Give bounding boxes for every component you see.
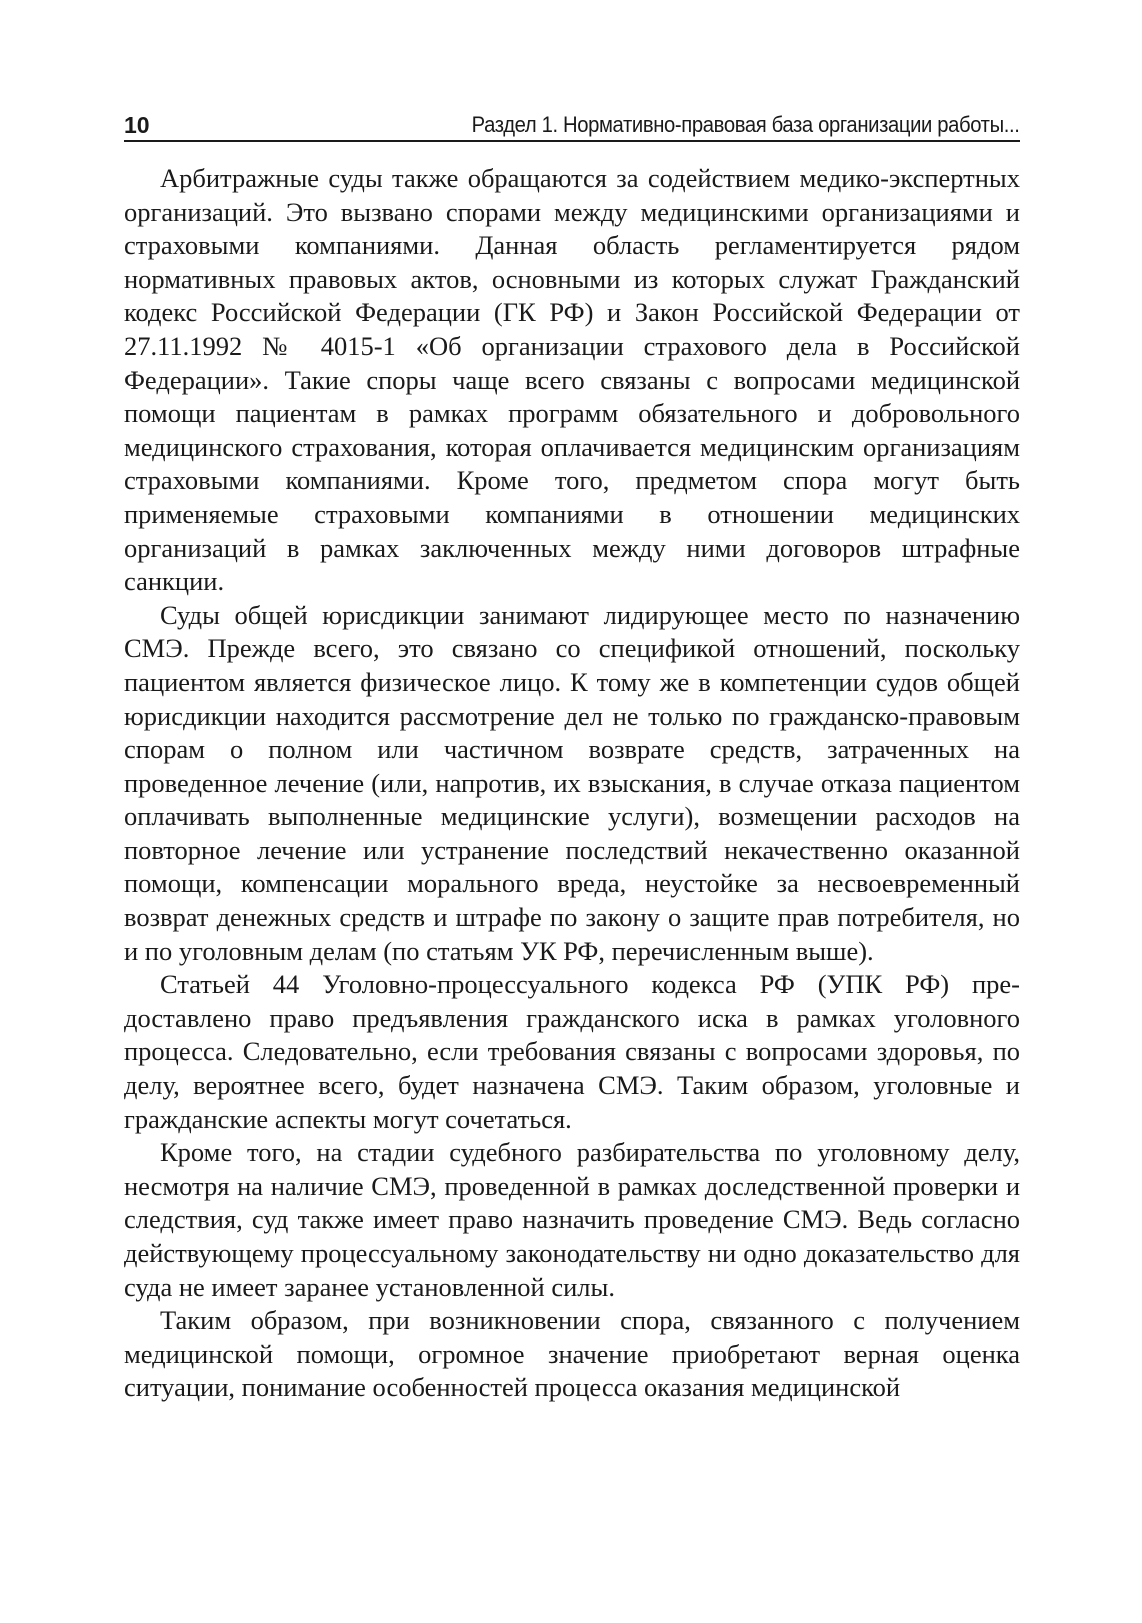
paragraph-general-jurisdiction: Суды общей юрисдикции занимают лидирующее место по назначению СМЭ. Прежде всего, это связано со спецификой отношений, поскольку пациентом является физическое лицо. К тому же в компетенции судов общей юрисдикции находится рассмотрение дел не только по гражданско-правовым спорам о полном или частичном возврате средств, затраченных на проведенное лечение (или, напротив, их взыскания, в случае отказа пациентом оплачивать выполненные медицинские услуги), возмещении расходов на повторное лечение или устранение последствий некачественно оказанной помощи, компенсации морального вреда, неустойке за несвоевременный возврат денежных средств и штрафе по закону о защите прав потребителя, но и по уголовным делам (по статьям УК РФ, перечисленным выше).	[124, 599, 1020, 966]
page-number: 10	[124, 112, 150, 138]
running-header	[124, 104, 1020, 138]
section-title: Раздел 1. Нормативно-правовая база организации работы...	[472, 112, 1020, 137]
paragraph-conclusion: Таким образом, при возникновении спора, связанного с получением медицинской помощи, огромное значение приобретают верная оценка ситуации, понимание особенностей процесса оказания медицинской	[124, 1305, 1020, 1403]
body-text	[124, 162, 1020, 1405]
header-rule	[124, 140, 1020, 142]
paragraph-article-44: Статьей 44 Уголовно-процессуального кодекса РФ (УПК РФ) предоставлено право предъявления гражданского иска в рамках уголовного процесса. Следовательно, если требования связаны с вопросами здоровья, по делу, вероятнее всего, будет назначена СМЭ. Таким образом, уголовные и гражданские аспекты могут сочетаться.	[124, 969, 1020, 1134]
paragraph-trial-stage: Кроме того, на стадии судебного разбирательства по уголовному делу, несмотря на наличие СМЭ, проведенной в рамках доследственной проверки и следствия, суд также имеет право назначить проведение СМЭ. Ведь согласно действующему процессуальному законодательству ни одно доказательство для суда не имеет заранее установленной силы.	[124, 1137, 1020, 1302]
paragraph-arbitration-courts: Арбитражные суды также обращаются за содействием медико-экспертных организаций. Это вызвано спорами между медицинскими организациями и страховыми компаниями. Данная область регламентируется рядом нормативных правовых актов, основными из которых служат Гражданский кодекс Российской Федерации (ГК РФ) и Закон Российской Федерации от 27.11.1992 № 4015-1 «Об организации страхового дела в Российской Федерации». Такие споры чаще всего связаны с вопросами медицинской помощи пациентам в рамках программ обязательного и добровольного медицинского страхования, которая оплачивается медицинским организациям страховыми компаниями. Кроме того, предметом спора могут быть применяемые страховыми компаниями в отношении медицинских организаций в рамках заключенных между ними договоров штрафные санкции.	[124, 163, 1020, 597]
